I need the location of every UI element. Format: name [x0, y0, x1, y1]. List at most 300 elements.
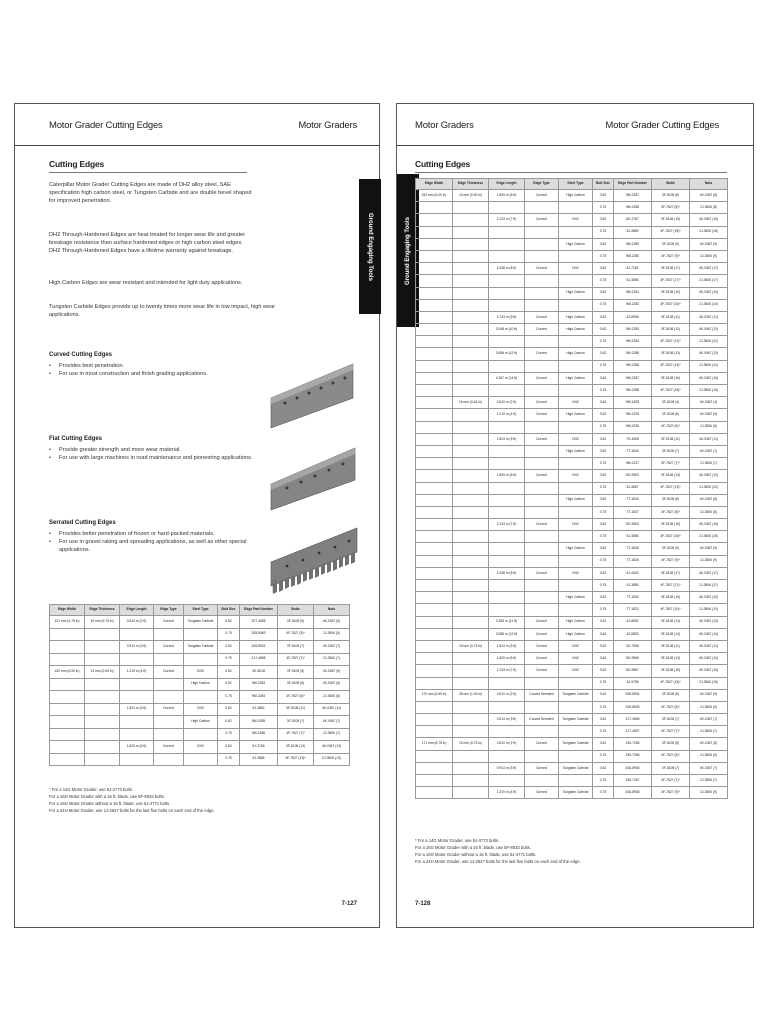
- table-cell: [453, 202, 489, 214]
- table-cell: 5D-9554: [614, 519, 652, 531]
- table-cell: [85, 716, 120, 729]
- table-cell: 0.75: [593, 506, 614, 518]
- table-cell: [559, 421, 593, 433]
- table-row: [416, 482, 728, 494]
- table-cell: [525, 543, 559, 555]
- table-cell: [120, 716, 154, 729]
- table-cell: [416, 506, 453, 518]
- table-cell: Curved: [525, 470, 559, 482]
- table-cell: 0.62: [593, 762, 614, 774]
- table-cell: 4K-0367 (12): [690, 324, 728, 336]
- table-row: [416, 653, 728, 665]
- table-cell: [489, 445, 525, 457]
- table-cell: [416, 409, 453, 421]
- table-cell: [489, 604, 525, 616]
- table-cell: [416, 299, 453, 311]
- table-row: [416, 555, 728, 567]
- table-cell: 4K-0367 (13): [690, 348, 728, 360]
- table-cell: [453, 506, 489, 518]
- footnote: * For a 14G Motor Grader, use 5J-4773 bolts.: [49, 787, 134, 792]
- table-cell: [559, 360, 593, 372]
- table-row: [416, 762, 728, 774]
- left-header-title: Motor Grader Cutting Edges: [49, 120, 163, 131]
- table-cell: [559, 226, 593, 238]
- table-header-cell: Bolt Size: [593, 179, 614, 190]
- table-header-cell: Edge Length: [120, 605, 154, 616]
- table-cell: 4F-7827 (5)*: [652, 701, 690, 713]
- table-cell: [559, 555, 593, 567]
- table-cell: 3F-5108 (15): [652, 214, 690, 226]
- intro-paragraph-1: Caterpillar Motor Grader Cutting Edges are made of DH2 alloy steel, SAE specification high carbon steel, or Tungsten Carbide and are double bevel shaped for improved penetration.: [49, 182, 252, 204]
- table-cell: 2J-3506 (15): [690, 531, 728, 543]
- table-cell: [489, 726, 525, 738]
- table-cell: 9W-2289: [614, 238, 652, 250]
- table-cell: 13 mm (0.50 in): [453, 190, 489, 202]
- table-cell: 217-4696: [614, 714, 652, 726]
- table-cell: [184, 728, 218, 741]
- table-cell: 0.62: [593, 567, 614, 579]
- table-cell: 0.62: [593, 263, 614, 275]
- table-cell: [416, 482, 453, 494]
- table-cell: [559, 726, 593, 738]
- table-header-cell: Steel Type: [559, 179, 593, 190]
- right-header-category: Motor Graders: [415, 120, 474, 131]
- table-row: [50, 753, 350, 766]
- table-row: [50, 678, 350, 691]
- table-cell: [416, 445, 453, 457]
- table-cell: 0.75: [593, 299, 614, 311]
- table-cell: [154, 653, 184, 666]
- table-cell: [453, 701, 489, 713]
- table-cell: 208-8902: [240, 641, 278, 654]
- table-cell: 208-8904: [614, 689, 652, 701]
- table-cell: 171 mm (6.75 in): [416, 738, 453, 750]
- table-cell: 4.267 m (14 ft): [489, 372, 525, 384]
- table-cell: 4K-0367 (7): [690, 762, 728, 774]
- table-cell: High Carbon: [559, 287, 593, 299]
- table-cell: 3F-5108 (13): [278, 741, 314, 754]
- table-cell: [416, 458, 453, 470]
- right-footnotes: [415, 837, 715, 865]
- table-cell: [416, 750, 453, 762]
- table-cell: [525, 385, 559, 397]
- table-cell: High Carbon: [559, 616, 593, 628]
- table-cell: 0.75: [218, 653, 240, 666]
- table-cell: [525, 275, 559, 287]
- table-cell: 0.62: [593, 653, 614, 665]
- table-cell: [416, 543, 453, 555]
- table-cell: [416, 580, 453, 592]
- right-side-tab-label: Ground Engaging Tools: [405, 216, 411, 285]
- table-cell: [525, 775, 559, 787]
- table-cell: [489, 275, 525, 287]
- table-cell: 2.133 m (7 ft): [489, 214, 525, 226]
- table-cell: 8J-7182: [614, 263, 652, 275]
- table-row: [416, 336, 728, 348]
- table-cell: [559, 750, 593, 762]
- table-cell: Tungsten Carbide: [559, 762, 593, 774]
- table-cell: 0.62: [593, 190, 614, 202]
- table-cell: 19 mm (0.75 in): [453, 640, 489, 652]
- table-cell: [416, 775, 453, 787]
- table-row: [416, 470, 728, 482]
- table-row: [50, 716, 350, 729]
- table-cell: 0.75: [593, 775, 614, 787]
- table-cell: 1.524 m (5 ft): [120, 703, 154, 716]
- table-cell: [489, 202, 525, 214]
- table-cell: 0.75: [593, 726, 614, 738]
- table-header-cell: Bolt Size: [218, 605, 240, 616]
- table-cell: [453, 445, 489, 457]
- table-cell: 0.62: [593, 433, 614, 445]
- footnote: For a 16G Motor Grader without a 16 ft. blade, use 5J-4771 bolts.: [415, 852, 537, 857]
- table-header-cell: Edge Part Number: [240, 605, 278, 616]
- table-row: [416, 299, 728, 311]
- table-row: [50, 703, 350, 716]
- table-cell: [416, 628, 453, 640]
- table-cell: 3F-5108 (13): [652, 470, 690, 482]
- table-row: [416, 445, 728, 457]
- table-row: [416, 385, 728, 397]
- table-cell: DH2: [559, 567, 593, 579]
- table-cell: [154, 678, 184, 691]
- table-cell: [453, 714, 489, 726]
- table-cell: 2J-3506 (17): [690, 580, 728, 592]
- table-cell: [416, 762, 453, 774]
- table-cell: 5J-3868: [240, 753, 278, 766]
- table-cell: 4K-0367 (13): [690, 470, 728, 482]
- table-cell: 4F-7827 (16)*: [652, 385, 690, 397]
- curved-bullet: • Provides best penetration.: [49, 362, 229, 370]
- table-cell: 2J-3506 (7): [690, 775, 728, 787]
- table-cell: 3F-5108 (11): [652, 311, 690, 323]
- table-cell: 2.438 m (8 ft): [489, 263, 525, 275]
- table-cell: [154, 691, 184, 704]
- table-cell: Curved: [525, 348, 559, 360]
- table-cell: 4K-0367 (9): [314, 666, 350, 679]
- table-cell: [525, 299, 559, 311]
- table-cell: 2J-3506 (12): [690, 336, 728, 348]
- table-cell: 3F-5108 (12): [652, 324, 690, 336]
- table-cell: 5J-3862: [240, 703, 278, 716]
- table-cell: [453, 311, 489, 323]
- table-cell: 0.62: [593, 665, 614, 677]
- table-cell: Curved: [525, 628, 559, 640]
- table-cell: [489, 287, 525, 299]
- table-cell: [489, 580, 525, 592]
- table-row: [416, 738, 728, 750]
- table-cell: 0.62: [593, 238, 614, 250]
- table-cell: 4F-7827 (17)*: [652, 580, 690, 592]
- table-cell: 5D-9556: [614, 653, 652, 665]
- table-cell: 2J-3506 (15): [690, 677, 728, 689]
- table-cell: 4F-7827 (5)*: [652, 750, 690, 762]
- table-cell: [85, 628, 120, 641]
- table-cell: 3F-5108 (10): [652, 592, 690, 604]
- table-row: [50, 691, 350, 704]
- table-cell: Curved: [525, 214, 559, 226]
- table-row: [416, 531, 728, 543]
- table-cell: 0.62: [593, 494, 614, 506]
- table-cell: 9W-2287: [614, 190, 652, 202]
- table-cell: 4K-0367 (16): [690, 372, 728, 384]
- table-row: [416, 665, 728, 677]
- table-cell: 4K-0367 (17): [690, 567, 728, 579]
- table-cell: [525, 287, 559, 299]
- table-cell: DH2: [559, 640, 593, 652]
- table-header-row: [416, 179, 728, 190]
- table-cell: 0.62: [593, 397, 614, 409]
- table-cell: [559, 482, 593, 494]
- table-cell: [453, 616, 489, 628]
- table-cell: [184, 628, 218, 641]
- table-cell: 4K-0367 (9): [690, 543, 728, 555]
- table-cell: 0.62: [218, 716, 240, 729]
- table-cell: 1.524 m (5 ft): [489, 433, 525, 445]
- table-cell: 2J-3506 (9): [690, 787, 728, 799]
- table-cell: 4K-0367 (6): [314, 678, 350, 691]
- table-cell: [50, 703, 85, 716]
- table-cell: 4F-7827 (15)*: [652, 531, 690, 543]
- table-cell: 4K-0367 (7): [690, 445, 728, 457]
- table-cell: 217-4698: [240, 653, 278, 666]
- table-cell: 3.658 m (12 ft): [489, 628, 525, 640]
- table-cell: 4K-0367 (7): [314, 641, 350, 654]
- table-cell: [50, 728, 85, 741]
- table-cell: [489, 226, 525, 238]
- table-cell: 3.353 m (11 ft): [489, 616, 525, 628]
- table-cell: [559, 604, 593, 616]
- table-cell: [416, 360, 453, 372]
- table-header-cell: Edge Width: [50, 605, 85, 616]
- table-cell: 2J-3506 (5): [690, 750, 728, 762]
- table-cell: 208-8908: [614, 787, 652, 799]
- table-cell: 3F-5108 (15): [652, 519, 690, 531]
- table-cell: High Carbon: [559, 311, 593, 323]
- table-cell: 0.62: [593, 287, 614, 299]
- table-cell: [416, 640, 453, 652]
- table-cell: High Carbon: [559, 409, 593, 421]
- table-cell: 7T-1833: [614, 494, 652, 506]
- table-cell: 1.829 m (6 ft): [120, 741, 154, 754]
- table-cell: 19 mm (0.75 in): [453, 738, 489, 750]
- table-cell: Curved: [154, 666, 184, 679]
- footnote: For a 24H Motor Grader, use 1J-2527 bolts for the last five bolts on each end of the edge.: [415, 859, 581, 864]
- table-cell: DH2: [559, 263, 593, 275]
- flat-edges-bullets: [49, 446, 269, 462]
- serrated-bullet: • Provides better penetration of frozen or hard-packed materials.: [49, 530, 249, 538]
- table-cell: 152 mm (6.00 in): [50, 666, 85, 679]
- table-cell: 2J-3506 (8): [690, 506, 728, 518]
- table-cell: 0.75: [593, 787, 614, 799]
- serrated-edges-title: Serrated Cutting Edges: [49, 520, 116, 526]
- table-cell: 0.62: [593, 445, 614, 457]
- table-cell: [453, 433, 489, 445]
- table-cell: DH2: [559, 653, 593, 665]
- table-cell: 0.75: [593, 421, 614, 433]
- table-cell: 0.75: [593, 250, 614, 262]
- table-cell: 4F-7827 (10)*: [652, 604, 690, 616]
- table-cell: [559, 202, 593, 214]
- table-cell: 3F-5108 (11): [652, 640, 690, 652]
- table-cell: [453, 762, 489, 774]
- left-page-header: [15, 104, 379, 146]
- table-cell: DH2: [559, 214, 593, 226]
- table-cell: [416, 665, 453, 677]
- table-cell: High Carbon: [559, 628, 593, 640]
- table-cell: [559, 385, 593, 397]
- table-cell: [453, 531, 489, 543]
- table-cell: High Carbon: [559, 592, 593, 604]
- table-cell: 7T-1823: [614, 604, 652, 616]
- table-cell: 4F-7827 (7)*: [652, 775, 690, 787]
- table-cell: 2.133 m (7 ft): [489, 665, 525, 677]
- table-cell: [489, 238, 525, 250]
- table-cell: DH2: [184, 741, 218, 754]
- table-cell: 4F-7827 (13)*: [278, 753, 314, 766]
- table-cell: 4Z-8968: [614, 311, 652, 323]
- table-cell: [525, 482, 559, 494]
- table-cell: 9W-2286: [240, 728, 278, 741]
- table-row: [416, 714, 728, 726]
- right-spec-table: [415, 178, 728, 799]
- left-footnotes: [49, 786, 329, 814]
- table-cell: [525, 250, 559, 262]
- table-cell: [85, 703, 120, 716]
- table-cell: 1.829 m (6 ft): [489, 653, 525, 665]
- table-row: [50, 653, 350, 666]
- table-cell: 7T-1837: [614, 506, 652, 518]
- table-cell: High Carbon: [559, 238, 593, 250]
- table-cell: 13 mm (0.50 in): [85, 666, 120, 679]
- table-cell: 9W-1825: [614, 397, 652, 409]
- table-cell: Curved: [525, 665, 559, 677]
- table-cell: [416, 701, 453, 713]
- table-cell: [416, 397, 453, 409]
- table-cell: 4K-0367 (11): [690, 640, 728, 652]
- table-cell: DH2: [559, 519, 593, 531]
- left-side-tab-label: Ground Engaging Tools: [367, 212, 373, 281]
- table-cell: 3F-5108 (17): [652, 263, 690, 275]
- table-cell: [453, 726, 489, 738]
- table-cell: [525, 226, 559, 238]
- table-cell: High Carbon: [559, 445, 593, 457]
- table-row: [50, 666, 350, 679]
- table-cell: 3F-5108 (7): [652, 445, 690, 457]
- left-spec-table: [49, 604, 350, 766]
- table-cell: [559, 531, 593, 543]
- table-cell: 170 mm (6.69 in): [416, 689, 453, 701]
- table-cell: 2J-3506 (9): [690, 250, 728, 262]
- table-cell: [416, 226, 453, 238]
- table-cell: [453, 336, 489, 348]
- table-cell: 9W-2226: [614, 421, 652, 433]
- table-cell: 4K-0367 (13): [690, 616, 728, 628]
- table-cell: 0.75: [218, 691, 240, 704]
- right-page: [396, 103, 754, 928]
- table-cell: 195-7265: [614, 738, 652, 750]
- table-cell: [525, 506, 559, 518]
- table-cell: Curved: [525, 762, 559, 774]
- table-cell: 2J-3506 (14): [690, 360, 728, 372]
- table-cell: [416, 238, 453, 250]
- table-cell: 3F-5108 (15): [652, 665, 690, 677]
- table-cell: High Carbon: [559, 324, 593, 336]
- table-cell: High Carbon: [184, 678, 218, 691]
- table-cell: 3F-5108 (6): [278, 678, 314, 691]
- table-cell: Curved: [154, 741, 184, 754]
- table-cell: 208-8905: [614, 701, 652, 713]
- table-cell: [489, 677, 525, 689]
- footnote: For a 24H Motor Grader, use 1J-2527 bolts for the last five bolts on each end of the edge.: [49, 808, 215, 813]
- table-header-cell: Edge Type: [154, 605, 184, 616]
- table-cell: 1.219 m (4 ft): [489, 409, 525, 421]
- table-cell: 0.75: [218, 628, 240, 641]
- table-header-cell: Bolts: [652, 179, 690, 190]
- table-cell: Curved: [525, 263, 559, 275]
- table-cell: [120, 678, 154, 691]
- table-cell: 7T-1826: [614, 555, 652, 567]
- table-row: [416, 360, 728, 372]
- table-row: [50, 641, 350, 654]
- table-cell: [416, 287, 453, 299]
- table-cell: 0.75: [593, 336, 614, 348]
- table-cell: 5D-9557: [614, 665, 652, 677]
- table-cell: 121 mm (4.75 in): [50, 616, 85, 629]
- table-cell: 1.829 m (6 ft): [489, 470, 525, 482]
- table-cell: 0.75: [593, 531, 614, 543]
- table-cell: 4F-7827 (7)*: [652, 726, 690, 738]
- table-cell: 0.75: [593, 604, 614, 616]
- footnote: For a 16G Motor Grader with a 16 ft. blade, use 5F-8933 bolts.: [415, 845, 531, 850]
- table-cell: 0.914 m (3 ft): [489, 762, 525, 774]
- table-cell: 0.75: [593, 458, 614, 470]
- curved-bullet: • For use in most construction and finish grading applications.: [49, 370, 229, 378]
- table-cell: [525, 445, 559, 457]
- table-cell: [453, 226, 489, 238]
- table-cell: 4K-0367 (11): [690, 311, 728, 323]
- table-cell: High Carbon: [184, 716, 218, 729]
- table-cell: [416, 677, 453, 689]
- table-cell: 217-4697: [614, 726, 652, 738]
- table-cell: [489, 360, 525, 372]
- table-cell: 4F-7827 (13)*: [652, 482, 690, 494]
- table-header-cell: Bolts: [278, 605, 314, 616]
- flat-edges-title: Flat Cutting Edges: [49, 436, 102, 442]
- table-cell: [489, 299, 525, 311]
- table-cell: [453, 421, 489, 433]
- table-header-cell: Edge Part Number: [614, 179, 652, 190]
- table-cell: [416, 616, 453, 628]
- left-section-rule: [49, 172, 247, 173]
- table-cell: 3F-5108 (13): [652, 616, 690, 628]
- table-row: [416, 311, 728, 323]
- table-row: [416, 202, 728, 214]
- table-row: [416, 397, 728, 409]
- table-cell: Tungsten Carbide: [184, 616, 218, 629]
- table-cell: 3F-5108 (11): [652, 433, 690, 445]
- table-cell: 4K-0367 (15): [690, 665, 728, 677]
- table-cell: 2.133 m (7 ft): [489, 519, 525, 531]
- right-section-rule: [415, 172, 727, 173]
- table-cell: [416, 604, 453, 616]
- table-cell: 0.62: [218, 666, 240, 679]
- table-cell: DH2: [559, 433, 593, 445]
- table-cell: 0.62: [593, 348, 614, 360]
- table-cell: 4F-7827 (9)*: [652, 555, 690, 567]
- table-cell: 4K-0367 (13): [690, 653, 728, 665]
- table-cell: [525, 750, 559, 762]
